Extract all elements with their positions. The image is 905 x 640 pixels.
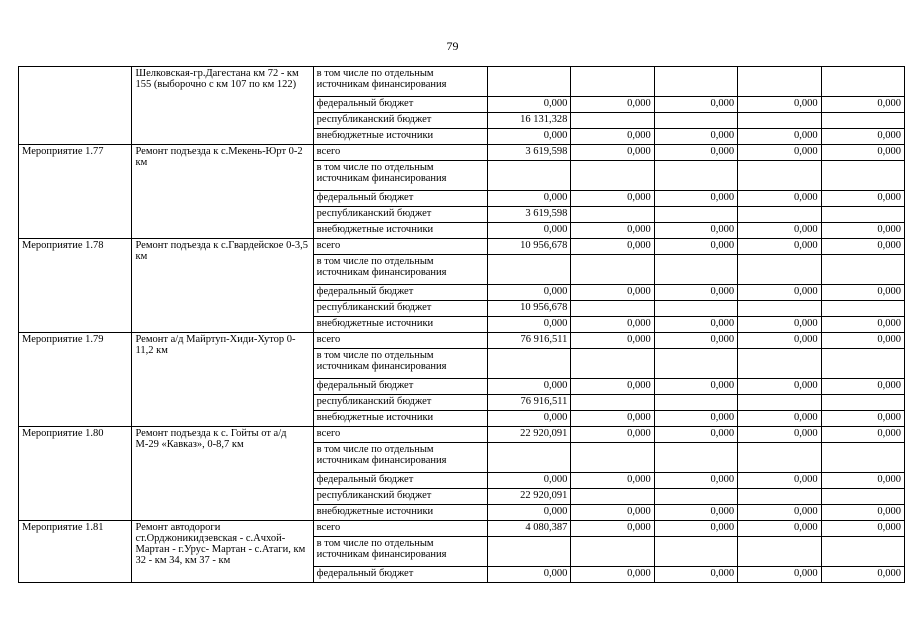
- activity-cell: [19, 67, 132, 145]
- amount-cell: [571, 207, 654, 223]
- amount-cell: 76 916,511: [487, 395, 571, 411]
- amount-cell: [821, 207, 904, 223]
- table-row: [19, 521, 905, 537]
- amount-cell: 0,000: [571, 427, 654, 443]
- amount-cell: 0,000: [571, 379, 654, 395]
- amount-cell: 0,000: [821, 223, 904, 239]
- funding-source-cell: федеральный бюджет: [313, 285, 487, 301]
- funding-source-cell: всего: [313, 333, 487, 349]
- table-row: [19, 333, 905, 349]
- funding-source-cell: в том числе по отдельным источникам финансирования: [313, 161, 487, 191]
- amount-cell: 0,000: [738, 567, 821, 583]
- table-row: [19, 67, 905, 97]
- funding-source-cell: в том числе по отдельным источникам финансирования: [313, 349, 487, 379]
- amount-cell: [487, 443, 571, 473]
- amount-cell: 0,000: [571, 521, 654, 537]
- amount-cell: 0,000: [821, 567, 904, 583]
- amount-cell: 0,000: [487, 473, 571, 489]
- table-row: [19, 427, 905, 443]
- amount-cell: 0,000: [654, 521, 737, 537]
- amount-cell: [654, 443, 737, 473]
- amount-cell: 0,000: [821, 145, 904, 161]
- amount-cell: 0,000: [571, 239, 654, 255]
- amount-cell: 0,000: [571, 505, 654, 521]
- activity-cell: Мероприятие 1.80: [19, 427, 132, 521]
- amount-cell: 0,000: [738, 239, 821, 255]
- amount-cell: 0,000: [654, 129, 737, 145]
- funding-source-cell: федеральный бюджет: [313, 97, 487, 113]
- amount-cell: [738, 113, 821, 129]
- amount-cell: 0,000: [821, 379, 904, 395]
- amount-cell: 0,000: [654, 285, 737, 301]
- amount-cell: [738, 207, 821, 223]
- amount-cell: [654, 537, 737, 567]
- amount-cell: [571, 301, 654, 317]
- amount-cell: 0,000: [654, 411, 737, 427]
- amount-cell: [821, 489, 904, 505]
- table-row: [19, 145, 905, 161]
- amount-cell: [738, 443, 821, 473]
- amount-cell: 0,000: [571, 317, 654, 333]
- amount-cell: 0,000: [654, 505, 737, 521]
- amount-cell: 0,000: [487, 285, 571, 301]
- amount-cell: [487, 255, 571, 285]
- amount-cell: [654, 161, 737, 191]
- amount-cell: 0,000: [821, 411, 904, 427]
- funding-source-cell: федеральный бюджет: [313, 379, 487, 395]
- amount-cell: 0,000: [654, 145, 737, 161]
- funding-source-cell: в том числе по отдельным источникам финансирования: [313, 67, 487, 97]
- amount-cell: 0,000: [821, 473, 904, 489]
- amount-cell: 0,000: [571, 145, 654, 161]
- table-row: [19, 239, 905, 255]
- amount-cell: [654, 67, 737, 97]
- amount-cell: 0,000: [738, 145, 821, 161]
- amount-cell: [738, 255, 821, 285]
- amount-cell: 0,000: [654, 473, 737, 489]
- amount-cell: [738, 67, 821, 97]
- amount-cell: [487, 349, 571, 379]
- amount-cell: [571, 349, 654, 379]
- amount-cell: 22 920,091: [487, 489, 571, 505]
- amount-cell: 0,000: [738, 97, 821, 113]
- funding-source-cell: всего: [313, 239, 487, 255]
- funding-source-cell: федеральный бюджет: [313, 567, 487, 583]
- amount-cell: [738, 161, 821, 191]
- amount-cell: 10 956,678: [487, 301, 571, 317]
- amount-cell: 0,000: [487, 411, 571, 427]
- amount-cell: 0,000: [654, 427, 737, 443]
- funding-source-cell: внебюджетные источники: [313, 505, 487, 521]
- amount-cell: [571, 113, 654, 129]
- amount-cell: [821, 113, 904, 129]
- amount-cell: 0,000: [821, 521, 904, 537]
- amount-cell: [571, 161, 654, 191]
- amount-cell: 0,000: [571, 411, 654, 427]
- amount-cell: 0,000: [821, 285, 904, 301]
- funding-source-cell: федеральный бюджет: [313, 473, 487, 489]
- amount-cell: [571, 443, 654, 473]
- amount-cell: [821, 395, 904, 411]
- amount-cell: [654, 207, 737, 223]
- amount-cell: 0,000: [821, 97, 904, 113]
- amount-cell: 0,000: [487, 567, 571, 583]
- amount-cell: 0,000: [738, 191, 821, 207]
- amount-cell: 0,000: [571, 191, 654, 207]
- work-name-cell: Ремонт подъезда к с.Мекень-Юрт 0-2 км: [132, 145, 313, 239]
- amount-cell: 0,000: [571, 333, 654, 349]
- amount-cell: 0,000: [654, 97, 737, 113]
- amount-cell: [821, 537, 904, 567]
- amount-cell: 0,000: [738, 129, 821, 145]
- amount-cell: [821, 443, 904, 473]
- funding-source-cell: республиканский бюджет: [313, 489, 487, 505]
- amount-cell: [487, 537, 571, 567]
- amount-cell: 0,000: [821, 129, 904, 145]
- amount-cell: 0,000: [654, 191, 737, 207]
- amount-cell: [571, 395, 654, 411]
- work-name-cell: Ремонт а/д Майртуп-Хиди-Хутор 0-11,2 км: [132, 333, 313, 427]
- amount-cell: 0,000: [487, 505, 571, 521]
- funding-source-cell: всего: [313, 521, 487, 537]
- amount-cell: 0,000: [487, 317, 571, 333]
- funding-source-cell: внебюджетные источники: [313, 317, 487, 333]
- amount-cell: 10 956,678: [487, 239, 571, 255]
- amount-cell: 3 619,598: [487, 145, 571, 161]
- amount-cell: 0,000: [738, 427, 821, 443]
- amount-cell: 0,000: [738, 521, 821, 537]
- work-name-cell: Ремонт автодороги ст.Орджоникидзевская - с.Ачхой-Мартан - г.Урус- Мартан - с.Атаги, км 32 - км 34, км 37 - км: [132, 521, 313, 583]
- amount-cell: [654, 395, 737, 411]
- amount-cell: [821, 255, 904, 285]
- funding-source-cell: внебюджетные источники: [313, 411, 487, 427]
- amount-cell: [487, 161, 571, 191]
- amount-cell: 0,000: [487, 191, 571, 207]
- amount-cell: [487, 67, 571, 97]
- amount-cell: 0,000: [738, 223, 821, 239]
- amount-cell: 0,000: [487, 223, 571, 239]
- amount-cell: 0,000: [571, 473, 654, 489]
- amount-cell: 76 916,511: [487, 333, 571, 349]
- amount-cell: [821, 349, 904, 379]
- amount-cell: 0,000: [738, 333, 821, 349]
- amount-cell: 0,000: [654, 223, 737, 239]
- work-name-cell: Ремонт подъезда к с. Гойты от а/д М-29 «Кавказ», 0-8,7 км: [132, 427, 313, 521]
- amount-cell: 0,000: [654, 333, 737, 349]
- amount-cell: [571, 67, 654, 97]
- amount-cell: [738, 301, 821, 317]
- amount-cell: [821, 161, 904, 191]
- amount-cell: 0,000: [654, 317, 737, 333]
- amount-cell: 0,000: [821, 505, 904, 521]
- funding-source-cell: в том числе по отдельным источникам финансирования: [313, 537, 487, 567]
- activity-cell: Мероприятие 1.77: [19, 145, 132, 239]
- amount-cell: 22 920,091: [487, 427, 571, 443]
- amount-cell: 0,000: [738, 285, 821, 301]
- funding-source-cell: федеральный бюджет: [313, 191, 487, 207]
- amount-cell: [654, 489, 737, 505]
- funding-source-cell: республиканский бюджет: [313, 207, 487, 223]
- amount-cell: 0,000: [654, 567, 737, 583]
- amount-cell: 4 080,387: [487, 521, 571, 537]
- amount-cell: [821, 67, 904, 97]
- amount-cell: 0,000: [487, 379, 571, 395]
- funding-source-cell: республиканский бюджет: [313, 113, 487, 129]
- amount-cell: 0,000: [738, 379, 821, 395]
- work-name-cell: Шелковская-гр.Дагестана км 72 - км 155 (выборочно с км 107 по км 122): [132, 67, 313, 145]
- amount-cell: [738, 349, 821, 379]
- page-number: 79: [446, 39, 459, 53]
- activity-cell: Мероприятие 1.78: [19, 239, 132, 333]
- amount-cell: 0,000: [571, 97, 654, 113]
- amount-cell: 0,000: [738, 505, 821, 521]
- funding-source-cell: в том числе по отдельным источникам финансирования: [313, 443, 487, 473]
- amount-cell: 0,000: [821, 317, 904, 333]
- amount-cell: 0,000: [738, 317, 821, 333]
- amount-cell: 0,000: [738, 411, 821, 427]
- amount-cell: [571, 255, 654, 285]
- amount-cell: 0,000: [821, 191, 904, 207]
- activity-cell: Мероприятие 1.81: [19, 521, 132, 583]
- amount-cell: 0,000: [821, 427, 904, 443]
- amount-cell: [654, 301, 737, 317]
- activity-cell: Мероприятие 1.79: [19, 333, 132, 427]
- amount-cell: 0,000: [571, 129, 654, 145]
- amount-cell: [654, 349, 737, 379]
- amount-cell: 0,000: [654, 239, 737, 255]
- amount-cell: 0,000: [571, 567, 654, 583]
- amount-cell: [654, 113, 737, 129]
- budget-table: [18, 66, 905, 583]
- amount-cell: [571, 537, 654, 567]
- amount-cell: [654, 255, 737, 285]
- amount-cell: 0,000: [571, 285, 654, 301]
- amount-cell: 0,000: [487, 129, 571, 145]
- amount-cell: 0,000: [821, 239, 904, 255]
- amount-cell: 0,000: [571, 223, 654, 239]
- amount-cell: 0,000: [487, 97, 571, 113]
- amount-cell: 0,000: [738, 473, 821, 489]
- funding-source-cell: всего: [313, 427, 487, 443]
- funding-source-cell: внебюджетные источники: [313, 129, 487, 145]
- amount-cell: 3 619,598: [487, 207, 571, 223]
- amount-cell: [821, 301, 904, 317]
- funding-source-cell: республиканский бюджет: [313, 395, 487, 411]
- funding-source-cell: республиканский бюджет: [313, 301, 487, 317]
- funding-source-cell: всего: [313, 145, 487, 161]
- amount-cell: [738, 537, 821, 567]
- amount-cell: [738, 395, 821, 411]
- amount-cell: [571, 489, 654, 505]
- amount-cell: 0,000: [654, 379, 737, 395]
- amount-cell: 0,000: [821, 333, 904, 349]
- funding-source-cell: внебюджетные источники: [313, 223, 487, 239]
- amount-cell: 16 131,328: [487, 113, 571, 129]
- work-name-cell: Ремонт подъезда к с.Гвардейское 0-3,5 км: [132, 239, 313, 333]
- amount-cell: [738, 489, 821, 505]
- funding-source-cell: в том числе по отдельным источникам финансирования: [313, 255, 487, 285]
